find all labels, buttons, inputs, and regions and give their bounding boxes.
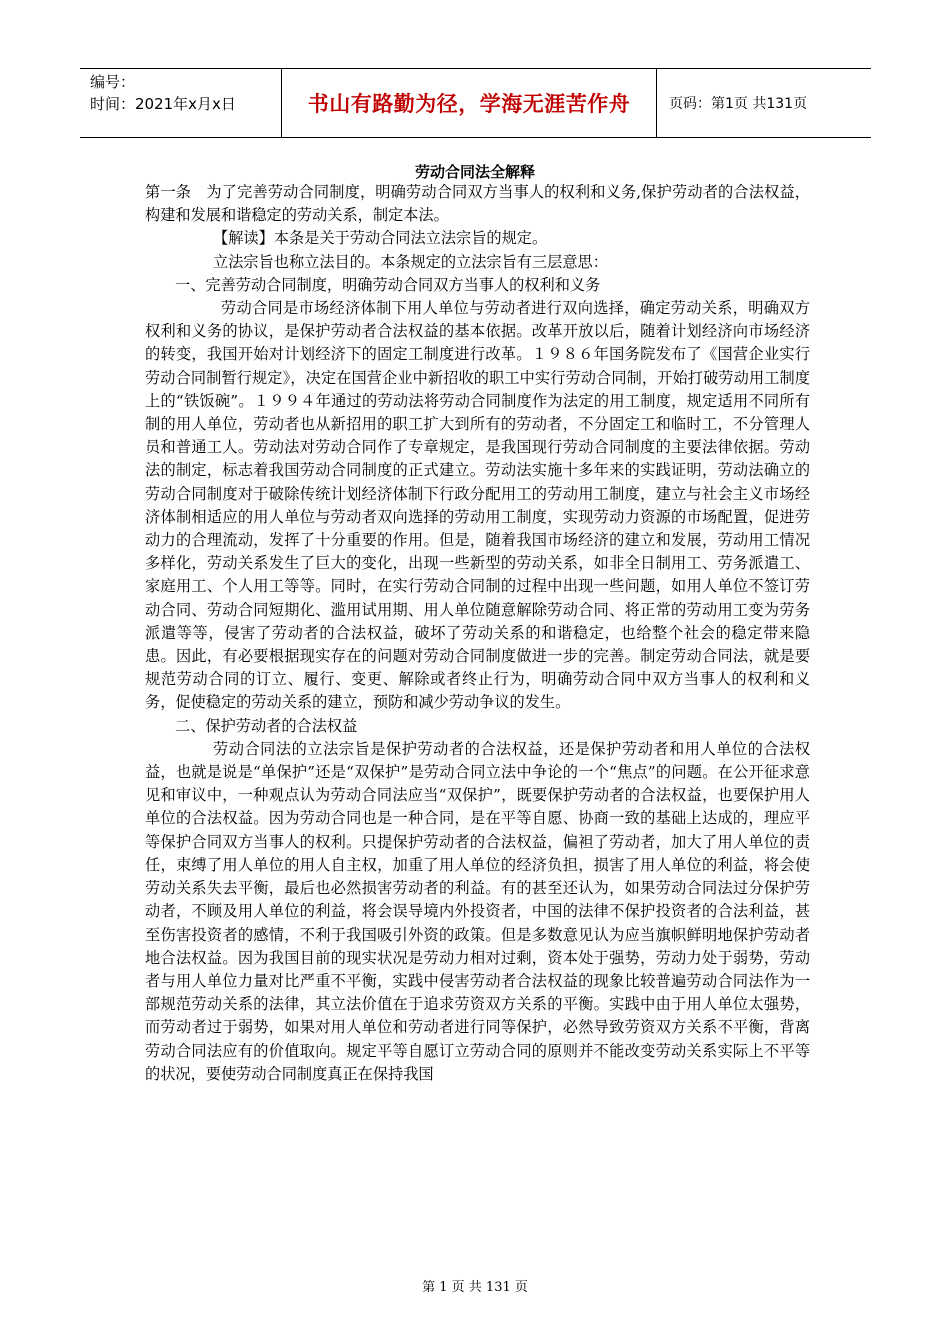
- header-page-cell: [657, 69, 871, 137]
- header-page-label: 页码：第1页 共131页: [669, 96, 808, 112]
- article-one-paragraph: 第一条 为了完善劳动合同制度，明确劳动合同双方当事人的权利和义务,保护劳动者的合法权益，构建和发展和谐稳定的劳动关系，制定本法。: [145, 183, 810, 225]
- interpretation-paragraph: 【解读】本条是关于劳动合同法立法宗旨的规定。: [213, 229, 548, 248]
- header-number-label: 编号：: [90, 73, 136, 91]
- section-heading-two: 二、保护劳动者的合法权益: [175, 716, 358, 735]
- header-motto: 书山有路勤为径，学海无涯苦作舟: [307, 92, 631, 116]
- section-two-paragraph: 劳动合同法的立法宗旨是保护劳动者的合法权益，还是保护劳动者和用人单位的合法权益，也就是说是“单保护”还是“双保护”是劳动合同立法中争论的一个“焦点”的问题。在公开征求意见和审议中，一种观点认为劳动合同法应当“双保护”，既要保护劳动者的合法权益，也要保护用人单位的合法权益。因为劳动合同也是一种合同，是在平等自愿、协商一致的基础上达成的，理应平等保护合同双方当事人的权利。只提保护劳动者的合法权益，偏袒了劳动者，加大了用人单位的责任，束缚了用人单位的用人自主权，加重了用人单位的经济负担，损害了用人单位的利益，将会使劳动关系失去平衡，最后也必然损害劳动者的利益。有的甚至还认为，如果劳动合同法过分保护劳动者，不顾及用人单位的利益，将会误导境内外投资者，中国的法律不保护投资者的合法利益，甚至伤害投资者的感情，不利于我国吸引外资的政策。但是多数意见认为应当旗帜鲜明地保护劳动者地合法权益。因为我国目前的现实状况是劳动力相对过剩，资本处于强势，劳动力处于弱势，劳动者与用人单位力量对比严重不平衡，实践中侵害劳动者合法权益的现象比较普遍劳动合同法作为一部规范劳动关系的法律，其立法价值在于追求劳资双方关系的平衡。实践中由于用人单位太强势，而劳动者过于弱势，如果对用人单位和劳动者进行同等保护，必然导致劳资双方关系不平衡，背离劳动合同法应有的价值取向。规定平等自愿订立劳动合同的原则并不能改变劳动关系实际上不平等的状况，要使劳动合同制度真正在保持我国: [145, 739, 810, 1083]
- purpose-intro-paragraph: 立法宗旨也称立法目的。本条规定的立法宗旨有三层意思：: [213, 252, 608, 271]
- section-one-paragraph: 劳动合同是市场经济体制下用人单位与劳动者进行双向选择，确定劳动关系，明确双方权利和义务的协议，是保护劳动者合法权益的基本依据。改革开放以后，随着计划经济向市场经济的转变，我国开始对计划经济下的固定工制度进行改革。１９８６年国务院发布了《国营企业实行劳动合同制暂行规定》，决定在国营企业中新招收的职工中实行劳动合同制，开始打破劳动用工制度上的“铁饭碗”。１９９４年通过的劳动法将劳动合同制度作为法定的用工制度，规定适用不同所有制的用人单位，劳动者也从新招用的职工扩大到所有的劳动者，不分固定工和临时工，不分管理人员和普通工人。劳动法对劳动合同作了专章规定，是我国现行劳动合同制度的主要法律依据。劳动法的制定，标志着我国劳动合同制度的正式建立。劳动法实施十多年来的实践证明，劳动法确立的劳动合同制度对于破除传统计划经济体制下行政分配用工的劳动用工制度，建立与社会主义市场经济体制相适应的用人单位与劳动者双向选择的劳动用工制度，实现劳动力资源的市场配置，促进劳动力的合理流动，发挥了十分重要的作用。但是，随着我国市场经济的建立和发展，劳动用工情况多样化，劳动关系发生了巨大的变化，出现一些新型的劳动关系，如非全日制用工、劳务派遣工、家庭用工、个人用工等等。同时，在实行劳动合同制的过程中出现一些问题，如用人单位不签订劳动合同、劳动合同短期化、滥用试用期、用人单位随意解除劳动合同、将正常的劳动用工变为劳务派遣等等，侵害了劳动者的合法权益，破坏了劳动关系的和谐稳定，也给整个社会的稳定带来隐患。因此，有必要根据现实存在的问题对劳动合同制度做进一步的完善。制定劳动合同法，就是要规范劳动合同的订立、履行、变更、解除或者终止行为，明确劳动合同中双方当事人的权利和义务，促使稳定的劳动关系的建立，预防和减少劳动争议的发生。: [145, 299, 810, 712]
- section-heading-one: 一、完善劳动合同制度，明确劳动合同双方当事人的权利和义务: [175, 275, 601, 294]
- document-title: 劳动合同法全解释: [414, 163, 535, 181]
- document-body: [145, 181, 810, 1086]
- page-footer: 第 1 页 共 131 页: [422, 1280, 528, 1295]
- header-motto-cell: [282, 69, 657, 137]
- document-header: [80, 68, 871, 138]
- header-meta-cell: [80, 69, 282, 137]
- header-date-label: 时间：2021年x月x日: [90, 95, 236, 113]
